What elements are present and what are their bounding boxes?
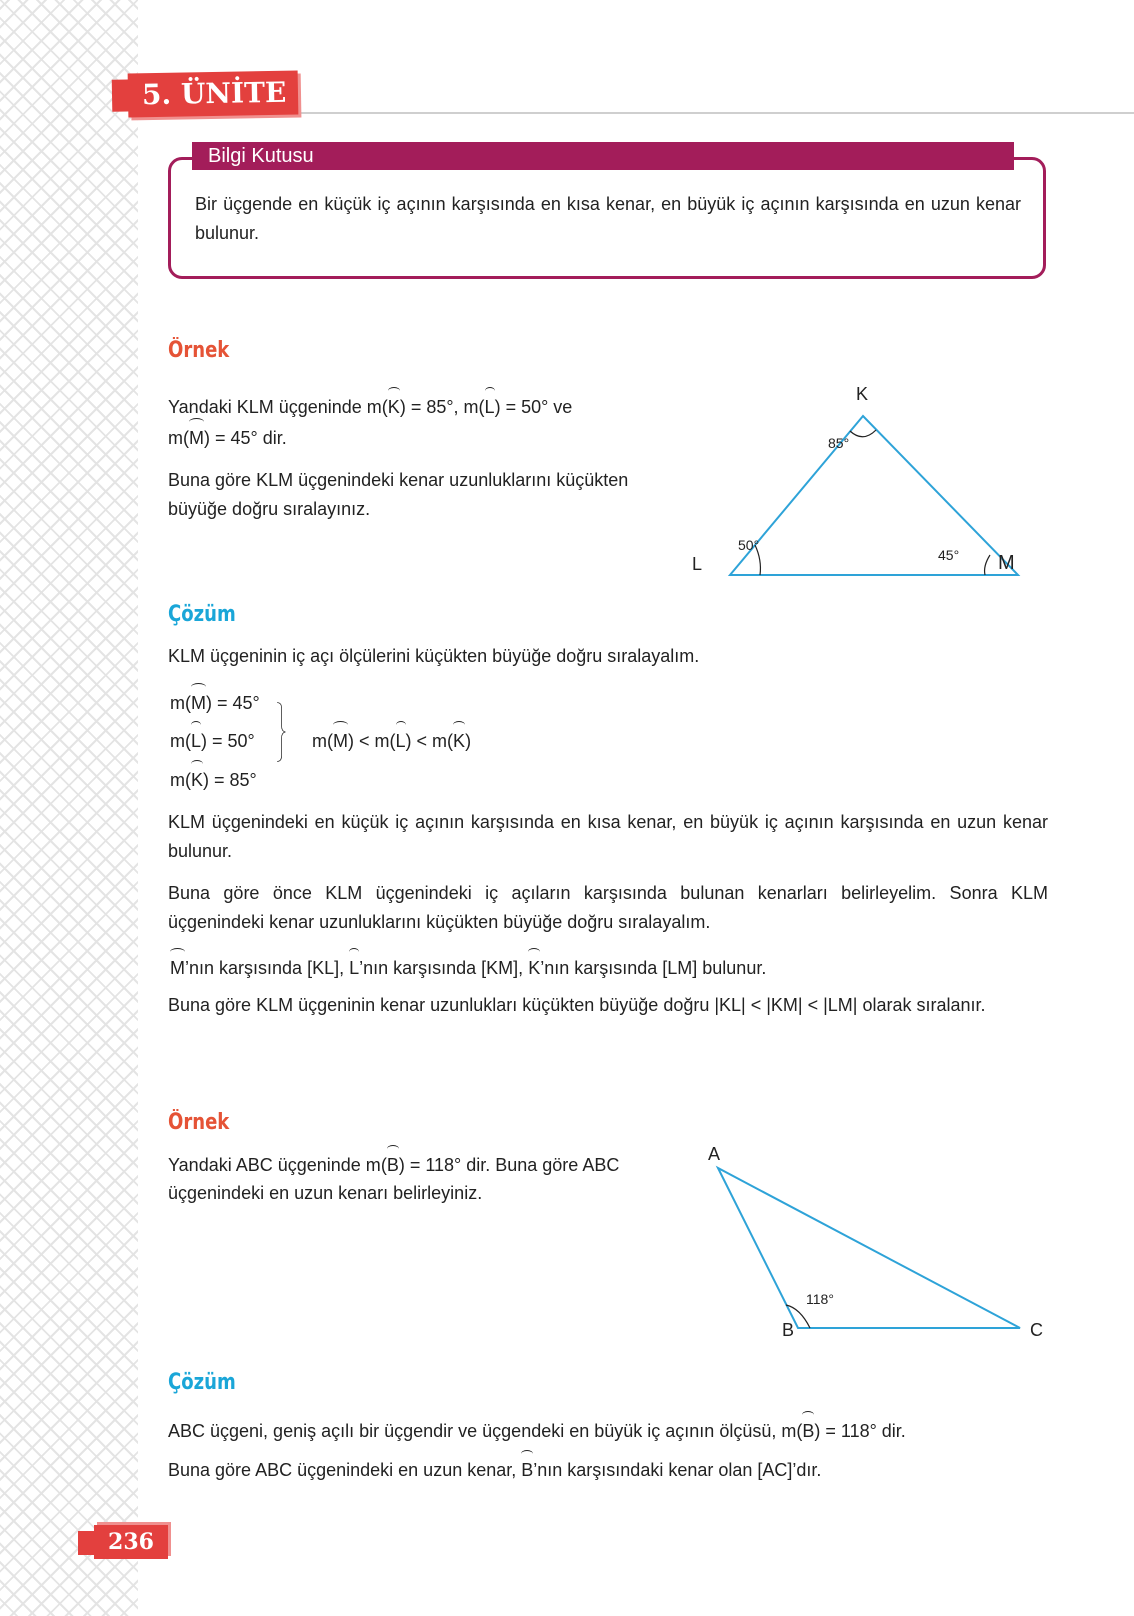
- side-pattern: [0, 0, 138, 1616]
- angle-hat: K: [453, 724, 465, 756]
- solution-2-heading: Çözüm: [168, 1370, 236, 1395]
- angle-hat: K: [528, 951, 540, 983]
- page-number: 236: [108, 1529, 154, 1555]
- angle-hat: B: [802, 1414, 814, 1446]
- triangle-abc-figure: [700, 1138, 1060, 1348]
- solution-1-para-1: KLM üçgenindeki en küçük iç açının karşısında en kısa kenar, en büyük iç açının karşısında en uzun kenar bulunur.: [168, 812, 1048, 861]
- vertex-k: K: [856, 384, 869, 404]
- angle-hat: K: [388, 390, 400, 422]
- text: ’nın karşısındaki kenar olan [AC]’dır.: [533, 1460, 822, 1480]
- vertex-b: B: [782, 1320, 795, 1340]
- text: m: [168, 428, 183, 448]
- solution-1-para-3: [170, 951, 766, 983]
- text: = 118° dir. Buna göre ABC: [404, 1155, 620, 1175]
- triangle-klm: [730, 416, 1018, 575]
- angle-k-arc: [850, 430, 876, 437]
- text: ABC üçgeni, geniş açılı bir üçgendir ve üçgendeki en büyük iç açının ölçüsü, m: [168, 1421, 797, 1441]
- text: Yandaki KLM üçgeninde m: [168, 397, 382, 417]
- text: = 45°: [212, 693, 260, 713]
- text: = 50° ve: [500, 397, 573, 417]
- vertex-m: M: [998, 552, 1015, 574]
- angle-hat: L: [191, 724, 201, 756]
- angle-b-label: 118°: [806, 1291, 834, 1307]
- text: ’nın karşısında [KL],: [185, 958, 350, 978]
- unit-badge-flag: [112, 79, 133, 111]
- solution-2-line-1: ABC üçgeni, geniş açılı bir üçgendir ve üçgendeki en büyük iç açının ölçüsü, m(B) = 118° dir.: [168, 1414, 906, 1446]
- vertex-l: L: [692, 554, 703, 574]
- text: m: [170, 731, 185, 751]
- text: ’nın karşısında [KM],: [359, 958, 529, 978]
- solution-1-intro: KLM üçgeninin iç açı ölçülerini küçükten büyüğe doğru sıralayalım.: [168, 646, 700, 666]
- solution-2-line-2: [168, 1453, 821, 1485]
- example-1-question-1: Buna göre KLM üçgenindeki kenar uzunluklarını küçükten: [168, 470, 629, 490]
- angle-k-label: 85°: [828, 435, 850, 451]
- example-1-heading: Örnek: [168, 338, 230, 363]
- text: m: [312, 731, 327, 751]
- angle-hat: B: [387, 1148, 399, 1180]
- unit-label: 5. ÜNİTE: [141, 75, 287, 112]
- example-1-line-2: m(M) = 45° dir.: [168, 421, 287, 453]
- text: = 45° dir.: [210, 428, 287, 448]
- unit-badge: [128, 71, 299, 118]
- solution-1-para-4: Buna göre KLM üçgeninin kenar uzunlukları küçükten büyüğe doğru |KL| < |KM| < |LM| olarak sıralanır.: [168, 995, 986, 1015]
- header-rule: [300, 112, 1134, 114]
- angle-hat: M: [333, 724, 348, 756]
- angle-hat: L: [485, 390, 495, 422]
- text: Yandaki ABC üçgeninde m: [168, 1155, 381, 1175]
- angle-inequality: m(M) < m(L) < m(K): [312, 724, 471, 756]
- angle-l-label: 50°: [738, 537, 760, 553]
- angle-hat: L: [396, 724, 406, 756]
- text: <: [354, 731, 375, 751]
- example-1-line-1: Yandaki KLM üçgeninde m(K) = 85°, m(L) = 50° ve: [168, 390, 572, 422]
- solution-1-para-2: Buna göre önce KLM üçgenindeki iç açıların karşısında bulunan kenarları belirleyelim. Sonra KLM üçgenindeki kenar uzunluklarını küçükten büyüğe doğru sıralayalım.: [168, 883, 1048, 932]
- angle-m-arc: [985, 555, 990, 575]
- page-number-badge: [94, 1525, 168, 1559]
- vertex-c: C: [1030, 1320, 1043, 1340]
- page-number-flag: [78, 1531, 96, 1555]
- triangle-klm-figure: [692, 384, 1060, 598]
- text: = 118° dir.: [820, 1421, 906, 1441]
- text: m: [170, 770, 185, 790]
- text: ’nın karşısında [LM] bulunur.: [540, 958, 767, 978]
- angle-hat: K: [191, 763, 203, 795]
- equation-l: m(L) = 50°: [170, 724, 255, 756]
- text: = 85°: [209, 770, 257, 790]
- info-box-text: Bir üçgende en küçük iç açının karşısında en kısa kenar, en büyük iç açının karşısında en uzun kenar bulunur.: [195, 194, 1021, 243]
- example-2-line-1: Yandaki ABC üçgeninde m(B) = 118° dir. Buna göre ABC: [168, 1148, 619, 1180]
- text: m: [374, 731, 390, 751]
- example-2-line-2: üçgenindeki en uzun kenarı belirleyiniz.: [168, 1183, 483, 1203]
- text: m: [432, 731, 448, 751]
- equation-k: m(K) = 85°: [170, 763, 257, 795]
- example-2-heading: Örnek: [168, 1110, 230, 1135]
- vertex-a: A: [708, 1144, 721, 1164]
- example-1-question-2: büyüğe doğru sıralayınız.: [168, 499, 371, 519]
- angle-hat: M: [170, 951, 185, 983]
- angle-m-label: 45°: [938, 547, 960, 563]
- info-box-title: Bilgi Kutusu: [192, 142, 1014, 170]
- text: Buna göre ABC üçgenindeki en uzun kenar,: [168, 1460, 522, 1480]
- angle-hat: M: [189, 421, 204, 453]
- angle-hat: L: [349, 951, 359, 983]
- text: = 50°: [207, 731, 255, 751]
- equation-m: m(M) = 45°: [170, 686, 260, 718]
- angle-hat: B: [521, 1453, 533, 1485]
- text: m: [170, 693, 185, 713]
- right-brace: [276, 678, 286, 786]
- solution-1-heading: Çözüm: [168, 602, 236, 627]
- angle-hat: M: [191, 686, 206, 718]
- text: <: [411, 731, 433, 751]
- triangle-abc: [718, 1168, 1020, 1328]
- text: = 85°, m: [405, 397, 479, 417]
